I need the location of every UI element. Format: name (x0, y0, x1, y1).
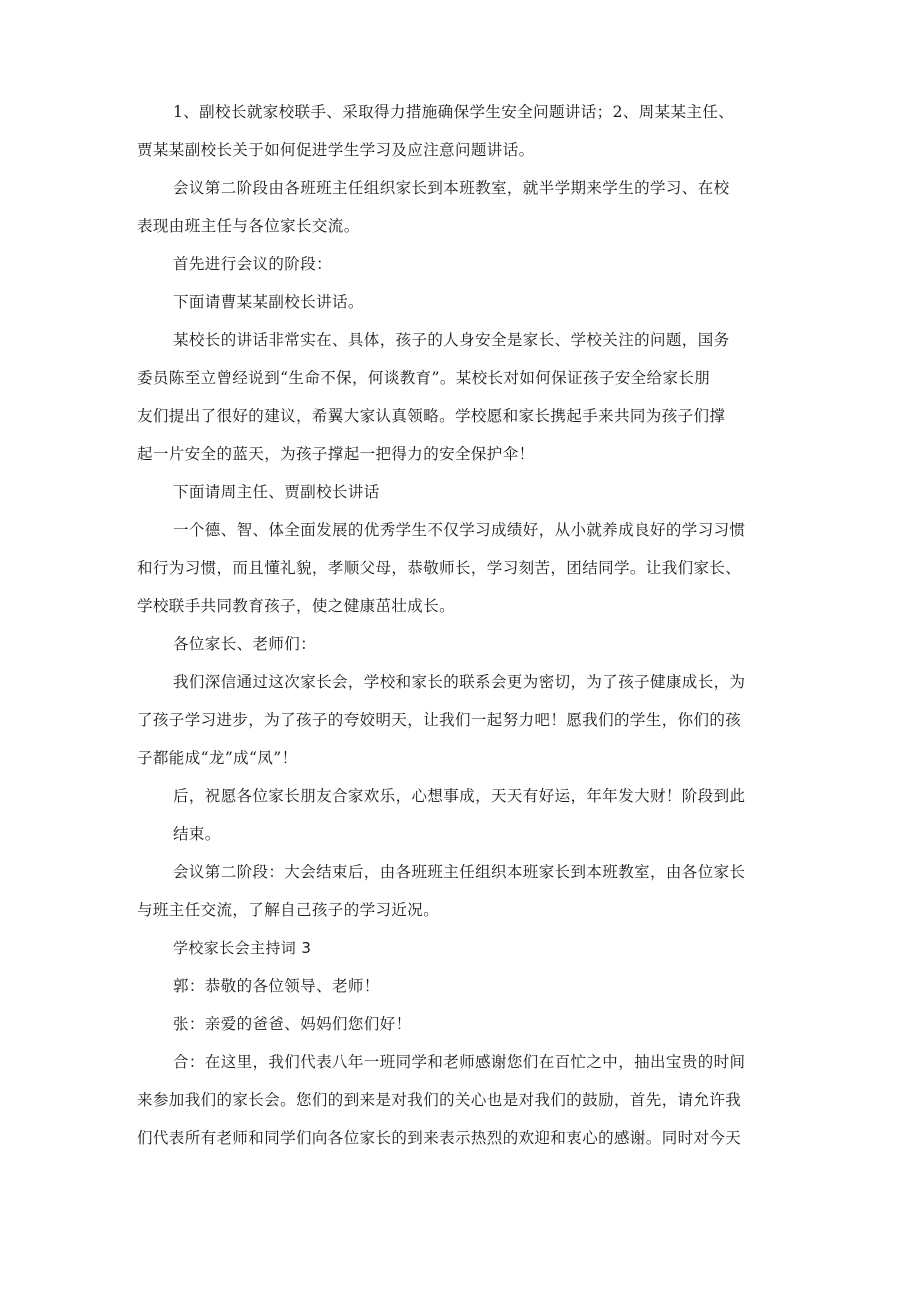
text-line: 各位家长、老师们： (173, 635, 317, 653)
text-line: 来参加我们的家长会。您们的到来是对我们的关心也是对我们的鼓励，首先，请允许我 (137, 1091, 742, 1109)
text-line: 委员陈至立曾经说到“生命不保，何谈教育”。某校长对如何保证孩子安全给家长朋 (137, 369, 711, 387)
text-line: 一个德、智、体全面发展的优秀学生不仅学习成绩好，从小就养成良好的学习习惯 (173, 521, 746, 539)
text-line: 和行为习惯，而且懂礼貌，孝顺父母，恭敬师长，学习刻苦，团结同学。让我们家长、 (137, 559, 742, 577)
text-line: 1、副校长就家校联手、采取得力措施确保学生安全问题讲话；2、周某某主任、 (173, 103, 735, 121)
text-line: 会议第二阶段由各班班主任组织家长到本班教室，就半学期来学生的学习、在校 (173, 179, 730, 197)
text-line: 张：亲爱的爸爸、妈妈们您们好！ (173, 1015, 412, 1033)
text-line: 友们提出了很好的建议，希翼大家认真领略。学校愿和家长携起手来共同为孩子们撑 (137, 407, 726, 425)
text-line: 了孩子学习进步，为了孩子的夸姣明天，让我们一起努力吧！愿我们的学生，你们的孩 (137, 711, 742, 729)
text-line: 我们深信通过这次家长会，学校和家长的联系会更为密切，为了孩子健康成长，为 (173, 673, 746, 691)
text-line: 下面请曹某某副校长讲话。 (173, 293, 364, 311)
text-line: 结束。 (173, 825, 221, 843)
text-line: 会议第二阶段：大会结束后，由各班班主任组织本班家长到本班教室，由各位家长 (173, 863, 746, 881)
text-line: 下面请周主任、贾副校长讲话 (173, 483, 380, 501)
text-line: 后，祝愿各位家长朋友合家欢乐，心想事成，天天有好运，年年发大财！阶段到此 (173, 787, 746, 805)
text-line: 与班主任交流，了解自己孩子的学习近况。 (137, 901, 440, 919)
text-line: 某校长的讲话非常实在、具体，孩子的人身安全是家长、学校关注的问题，国务 (173, 331, 730, 349)
text-line: 贾某某副校长关于如何促进学生学习及应注意问题讲话。 (137, 141, 535, 159)
text-line: 首先进行会议的阶段： (173, 255, 333, 273)
text-line: 合：在这里，我们代表八年一班同学和老师感谢您们在百忙之中，抽出宝贵的时间 (173, 1053, 746, 1071)
text-line: 们代表所有老师和同学们向各位家长的到来表示热烈的欢迎和衷心的感谢。同时对今天 (137, 1129, 742, 1147)
text-line: 子都能成“龙”成“凤”！ (137, 749, 298, 767)
text-line: 表现由班主任与各位家长交流。 (137, 217, 360, 235)
text-line: 起一片安全的蓝天，为孩子撑起一把得力的安全保护伞！ (137, 445, 535, 463)
text-line: 学校联手共同教育孩子，使之健康茁壮成长。 (137, 597, 456, 615)
text-line: 郭：恭敬的各位领导、老师！ (173, 977, 380, 995)
section-heading: 学校家长会主持词 3 (173, 939, 312, 957)
